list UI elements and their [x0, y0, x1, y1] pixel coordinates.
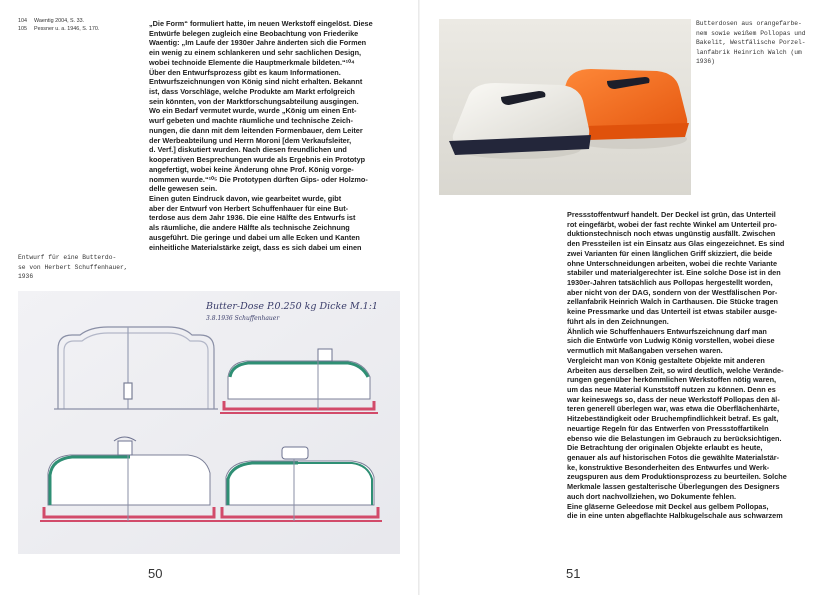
body-text-line: nungen, die dann mit dem leitenden Formenbauer, dem Leiter: [149, 125, 363, 135]
body-text-line: Die Betrachtung der originalen Objekte erlaubt es heute,: [567, 443, 763, 453]
body-text-line: zeugspuren aus dem Produktionsprozess zu beurteilen. Solche: [567, 472, 787, 482]
body-text-line: angefertigt, wobei keine Änderung ohne Prof. König vorge-: [149, 164, 354, 174]
body-text-line: stabiler und materialgerechter ist. Eine solche Dose ist in den: [567, 268, 781, 278]
body-text-line: ohne Unterschneidungen arbeiten, wobei die rechte Variante: [567, 258, 778, 268]
body-text-line: sich die Entwürfe von Ludwig König vorstellen, wobei diese: [567, 336, 775, 346]
white-dish: [449, 83, 591, 155]
footnotes: [18, 17, 138, 33]
body-text-line: neuartige Regeln für das Entwerfen von Pressstoffartikeln: [567, 423, 769, 433]
body-text-line: wobei technoide Elemente die Hauptmerkmale bildeten.“¹⁰⁴: [149, 57, 355, 67]
body-text-line: ke, konstruktive Besonderheiten des Entwurfes und Werk-: [567, 462, 770, 472]
footnote-number: 104: [18, 18, 27, 24]
body-text-line: Merkmale lassen gestalterische Überlegungen des Designers: [567, 482, 780, 492]
body-text-line: Entwürfe belegen zugleich eine Beobachtung von Friederike: [149, 28, 359, 38]
body-text-line: 1930er-Jahren tatsächlich aus Pollopas hergestellt worden,: [567, 278, 773, 288]
footnote-text: Pessner u. a. 1946, S. 170.: [34, 26, 100, 32]
body-text-line: Pressstoffentwurf handelt. Der Deckel ist grün, das Unterteil: [567, 210, 776, 219]
body-text-line: delle gewesen sein.: [149, 184, 218, 194]
caption-line: 1936: [18, 273, 34, 281]
body-text-line: Ähnlich wie Schuffenhauers Entwurfszeichnung darf man: [567, 326, 767, 336]
body-text-line: kooperativen Besprechungen wurde als Ergebnis ein Prototyp: [149, 155, 366, 165]
body-text-line: Waentig: „Im Laufe der 1930er Jahre änderten sich die Formen: [149, 38, 367, 48]
body-text-line: die in eine unten abgeflachte Halbkugelschale aus schwarzem: [567, 511, 783, 521]
drawing-caption: [18, 253, 128, 282]
body-text-line: um das neue Material Kunststoff nutzen zu können. Denn es: [567, 384, 776, 394]
body-text-line: führt als in den Zeichnungen.: [567, 316, 669, 326]
drawing-inscription-date: 3.8.1936 Schuffenhauer: [206, 315, 280, 322]
body-text-line: zellanfabrik Heinrich Walch in Carthausen. Die Stücke tragen: [567, 297, 778, 307]
body-text-line: Über den Entwurfsprozess gibt es kaum Informationen.: [149, 67, 341, 77]
footnote: [18, 25, 138, 33]
body-text-line: den Pressteilen ist ein Einsatz aus Glas eingezeichnet. Es sind: [567, 239, 785, 249]
page-number-left: 50: [148, 566, 163, 581]
body-text-line: Hitzebeständigkeit oder Bruchempfindlichkeit betraf. Es galt,: [567, 414, 779, 424]
caption-line: 1936): [696, 58, 715, 66]
caption-line: Entwurf für eine Butterdo-: [18, 254, 117, 261]
body-text-line: sein könnten, von der Marktforschungsabteilung ausgingen.: [149, 96, 359, 106]
butter-dish-drawing: [18, 291, 400, 554]
body-text-line: der Werbeabteilung und Herrn Moroni [dem Verkaufsleiter,: [149, 135, 352, 145]
body-text-line: Entwurfszeichnungen von König sind nicht erhalten. Bekannt: [149, 77, 363, 87]
body-text-line: zwei Varianten für einen länglichen Griff skizziert, die beide: [567, 248, 773, 258]
body-text-line: einheitliche Materialstärke zeigt, dass es sich dabei um einen: [149, 242, 362, 252]
caption-line: Bakelit, Westfälische Porzel-: [696, 39, 806, 47]
caption-line: nem sowie weißem Pollopas und: [696, 29, 806, 37]
page-number-right: 51: [566, 566, 581, 581]
body-text-line: Wo ein Bedarf vermutet wurde, wurde „König um einen Ent-: [149, 106, 357, 116]
body-text-line: teren generell überlegen war, was etwa die Oberflächenhärte,: [567, 404, 780, 414]
butter-dishes-photo: [439, 19, 691, 195]
body-text-line: keine Pressmarke und das Unterteil ist etwas stabiler ausge-: [567, 307, 778, 317]
body-text-line: genauer als auf historischen Fotos die gewählte Materialstär-: [567, 452, 780, 462]
body-text-line: terdose aus dem Jahr 1936. Die eine Hälfte des Entwurfs ist: [149, 213, 356, 223]
photo-caption: [696, 19, 806, 67]
body-text-line: Arbeiten aus derselben Zeit, so wird deutlich, welche Verände-: [567, 365, 784, 375]
caption-line: Butterdosen aus orangefarbe-: [696, 20, 802, 27]
left-body-column: [149, 19, 401, 252]
body-text-line: vermutlich mit Maßangaben versehen waren.: [567, 346, 723, 356]
caption-line: se von Herbert Schuffenhauer,: [18, 263, 128, 271]
body-text-line: Einen guten Eindruck davon, wie gearbeitet wurde, gibt: [149, 193, 342, 203]
footnote-number: 105: [18, 26, 27, 32]
right-body-column: [567, 210, 821, 521]
body-text-line: Vergleicht man von König gestaltete Objekte mit anderen: [567, 355, 765, 365]
footnote-text: Waentig 2004, S. 33.: [34, 18, 85, 24]
caption-line: lanfabrik Heinrich Walch (um: [696, 48, 802, 56]
body-text-line: aber nicht von der DAG, sondern von der Westfälischen Por-: [567, 287, 778, 297]
body-text-line: Eine gläserne Geleedose mit Deckel aus gelbem Pollopas,: [567, 501, 769, 511]
body-text-line: auch dort nachvollziehen, wo Dokumente fehlen.: [567, 491, 737, 501]
body-text-line: ist, dass Vorschläge, welche Produkte am Markt erfolgreich: [149, 87, 355, 97]
body-text-line: ein wenig zu einem schlankeren und sehr sachlichen Design,: [149, 48, 362, 58]
footnote: [18, 17, 138, 25]
body-text-line: als räumliche, die andere Hälfte als technische Zeichnung: [149, 223, 350, 233]
body-text-line: ebenso wie die Belastungen im Gebrauch zu berücksichtigen.: [567, 433, 782, 443]
body-text-line: nommen wurde.“¹⁰⁵ Die Prototypen dürften Gips- oder Holzmo-: [149, 174, 368, 184]
body-text-line: d. Verf.] diskutiert wurden. Nach diesen freundlichen und: [149, 145, 347, 155]
drawing-inscription: Butter-Dose P.0.250 kg Dicke M.1:1: [206, 301, 378, 312]
left-page: [0, 0, 419, 595]
body-text-line: rot eingefärbt, wobei der fast rechte Winkel am Unterteil pro-: [567, 219, 777, 229]
body-text-line: aber der Entwurf von Herbert Schuffenhauer für eine But-: [149, 203, 349, 213]
body-text-line: rungen gegenüber herkömmlichen Werkstoffen nötig waren,: [567, 375, 777, 385]
body-text-line: duktionstechnisch noch etwas ungünstig ausfällt. Zwischen: [567, 229, 776, 239]
body-text-line: wurf gebeten und machte räumliche und technische Zeich-: [149, 116, 353, 126]
body-text-line: „Die Form“ formuliert hatte, im neuen Werkstoff eingelöst. Diese: [149, 19, 373, 28]
body-text-line: war keineswegs so, dass der neue Werkstoff Pollopas den äl-: [567, 394, 780, 404]
body-text-line: ausgeführt. Die geringe und dabei um alle Ecken und Kanten: [149, 232, 360, 242]
